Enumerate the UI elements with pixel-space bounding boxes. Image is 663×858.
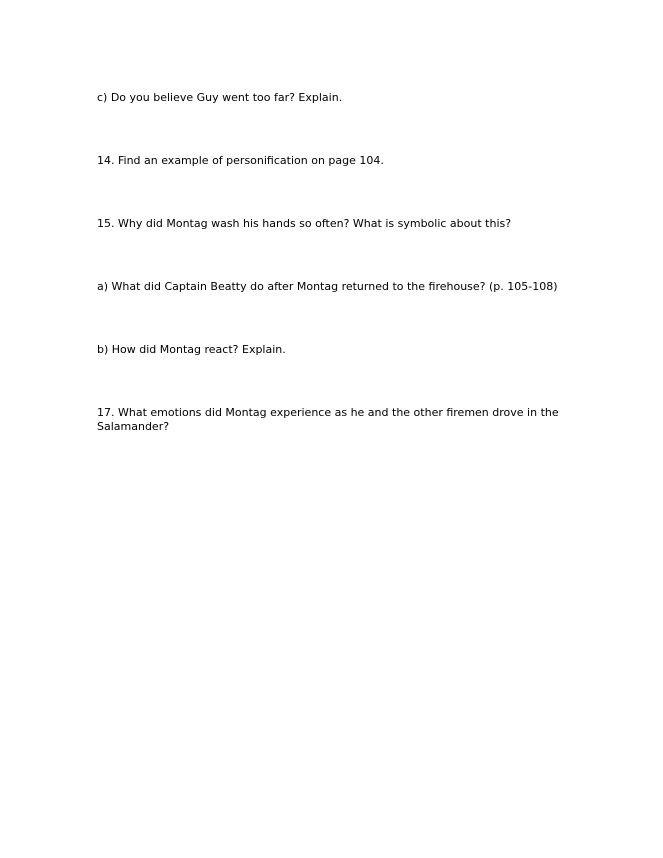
question-b-montag-react: b) How did Montag react? Explain. (97, 343, 286, 356)
question-c-guy-went-too-far: c) Do you believe Guy went too far? Explain. (97, 91, 343, 104)
question-14-personification: 14. Find an example of personification on page 104. (97, 154, 384, 167)
question-17-emotions: 17. What emotions did Montag experience as he and the other firemen drove in the Salamander? (97, 406, 559, 433)
question-15-wash-hands: 15. Why did Montag wash his hands so often? What is symbolic about this? (97, 217, 512, 230)
question-a-captain-beatty: a) What did Captain Beatty do after Montag returned to the firehouse? (p. 105-108) (97, 280, 558, 293)
